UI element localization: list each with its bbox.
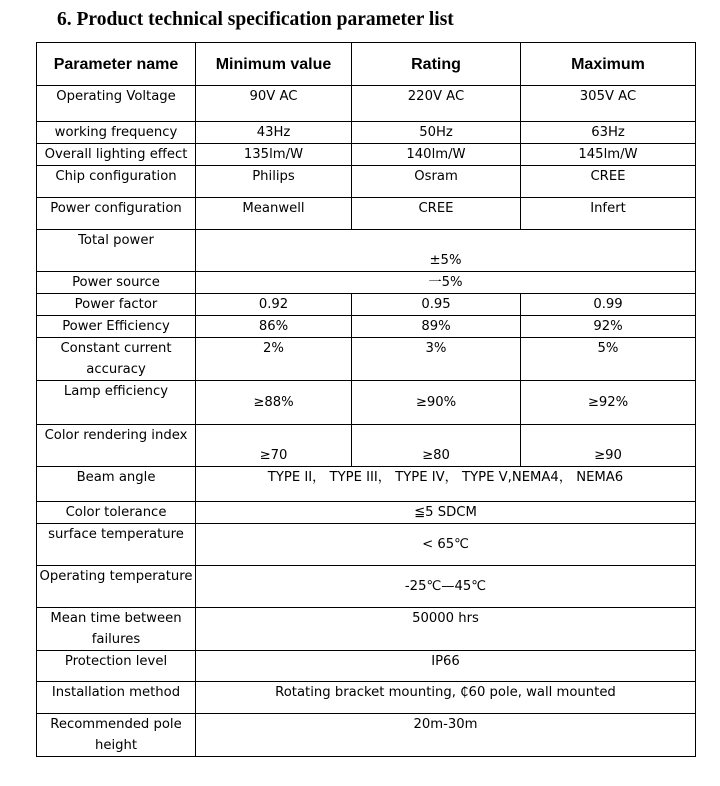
min-value: Meanwell: [196, 198, 352, 230]
param-name: Installation method: [37, 682, 196, 714]
param-name: Power factor: [37, 294, 196, 316]
table-row: [37, 122, 696, 144]
param-name: Protection level: [37, 651, 196, 682]
max-value: 305V AC: [521, 86, 696, 122]
param-name: Constant current accuracy: [37, 338, 196, 381]
max-value: 5%: [521, 338, 696, 381]
header-maximum: Maximum: [521, 43, 696, 86]
min-value: ≥70: [196, 425, 352, 467]
param-name: Power configuration: [37, 198, 196, 230]
param-name: Color rendering index: [37, 425, 196, 467]
max-value: 92%: [521, 316, 696, 338]
rating-value: ≥80: [352, 425, 521, 467]
merged-value: 一5%: [196, 272, 696, 294]
table-header-row: [37, 43, 696, 86]
param-name: Operating Voltage: [37, 86, 196, 122]
param-name: Recommended pole height: [37, 714, 196, 757]
min-value: 43Hz: [196, 122, 352, 144]
max-value: ≥90: [521, 425, 696, 467]
table-row: [37, 502, 696, 524]
table-row: [37, 566, 696, 608]
min-value: 86%: [196, 316, 352, 338]
merged-value: Rotating bracket mounting, ₵60 pole, wall mounted: [196, 682, 696, 714]
table-row: [37, 714, 696, 757]
rating-value: CREE: [352, 198, 521, 230]
table-row: [37, 272, 696, 294]
merged-value: 50000 hrs: [196, 608, 696, 651]
param-name: Color tolerance: [37, 502, 196, 524]
spec-table: [36, 42, 696, 757]
table-row: [37, 86, 696, 122]
merged-value: ≦5 SDCM: [196, 502, 696, 524]
table-row: [37, 144, 696, 166]
table-row: [37, 651, 696, 682]
rating-value: 220V AC: [352, 86, 521, 122]
max-value: 63Hz: [521, 122, 696, 144]
table-row: [37, 524, 696, 566]
param-name: working frequency: [37, 122, 196, 144]
min-value: 90V AC: [196, 86, 352, 122]
table-row: [37, 425, 696, 467]
header-minimum-value: Minimum value: [196, 43, 352, 86]
table-row: [37, 682, 696, 714]
param-name: Total power: [37, 230, 196, 272]
table-row: [37, 198, 696, 230]
table-row: [37, 230, 696, 272]
page-title: 6. Product technical specification parameter list: [57, 9, 454, 30]
min-value: 0.92: [196, 294, 352, 316]
merged-value: < 65℃: [196, 524, 696, 566]
table-row: [37, 338, 696, 381]
param-name: Power Efficiency: [37, 316, 196, 338]
rating-value: ≥90%: [352, 381, 521, 425]
table-row: [37, 166, 696, 198]
max-value: CREE: [521, 166, 696, 198]
rating-value: Osram: [352, 166, 521, 198]
table-row: [37, 381, 696, 425]
merged-value: 20m-30m: [196, 714, 696, 757]
merged-value: TYPE II， TYPE III， TYPE IV， TYPE V,NEMA4， NEMA6: [196, 467, 696, 502]
merged-value: ±5%: [196, 230, 696, 272]
max-value: 0.99: [521, 294, 696, 316]
param-name: Beam angle: [37, 467, 196, 502]
rating-value: 89%: [352, 316, 521, 338]
param-name: Operating temperature: [37, 566, 196, 608]
max-value: Infert: [521, 198, 696, 230]
rating-value: 0.95: [352, 294, 521, 316]
table-row: [37, 608, 696, 651]
param-name: Overall lighting effect: [37, 144, 196, 166]
param-name: Chip configuration: [37, 166, 196, 198]
rating-value: 50Hz: [352, 122, 521, 144]
header-rating: Rating: [352, 43, 521, 86]
table-row: [37, 316, 696, 338]
param-name: Lamp efficiency: [37, 381, 196, 425]
min-value: Philips: [196, 166, 352, 198]
merged-value: IP66: [196, 651, 696, 682]
header-parameter-name: Parameter name: [37, 43, 196, 86]
max-value: 145lm/W: [521, 144, 696, 166]
param-name: surface temperature: [37, 524, 196, 566]
min-value: 2%: [196, 338, 352, 381]
merged-value: -25℃—45℃: [196, 566, 696, 608]
param-name: Mean time between failures: [37, 608, 196, 651]
rating-value: 3%: [352, 338, 521, 381]
min-value: ≥88%: [196, 381, 352, 425]
param-name: Power source: [37, 272, 196, 294]
table-row: [37, 294, 696, 316]
table-row: [37, 467, 696, 502]
min-value: 135lm/W: [196, 144, 352, 166]
rating-value: 140lm/W: [352, 144, 521, 166]
max-value: ≥92%: [521, 381, 696, 425]
